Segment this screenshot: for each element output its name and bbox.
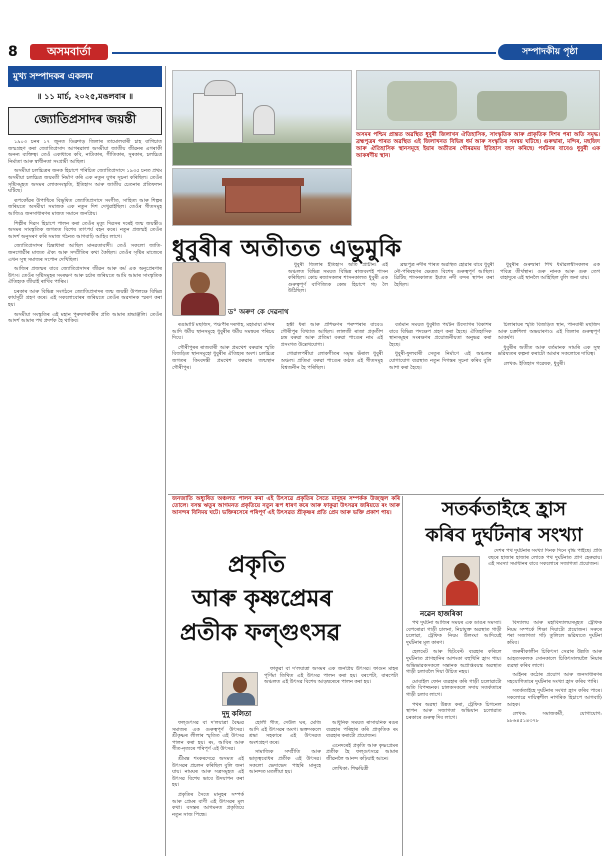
paragraph: দেশৰ পথ দুৰ্ঘটনাৰ সংখ্যা দিনক দিনে বৃদ্ধি পাইছে। প্ৰতি বছৰে হাজাৰ হাজাৰ লোকে পথ দুৰ্ঘটনাত প্ৰাণ হেৰুৱায়। এই সমস্যা সমাধানৰ বাবে সকলোৰে সজাগতা প্ৰয়োজন। bbox=[488, 548, 602, 568]
paragraph: গোৱালপৰীয়া লোকগীতৰ সমৃদ্ধ ভঁৰাল ধুবুৰী অঞ্চল। প্ৰতিমা বৰুৱা পাণ্ডেৰ কণ্ঠত এই গীতসমূহ বিশ্বজনীন হৈ পৰিছিল। bbox=[280, 351, 383, 371]
author-name: নৱেন হাজৰিকা bbox=[420, 610, 463, 618]
headline-line: প্ৰতীক ফল্গুৎসৱ bbox=[180, 619, 341, 646]
column-divider bbox=[402, 496, 403, 856]
paragraph: চৰকাৰ আৰু বিভিন্ন সংগঠনে জ্যোতিপ্ৰসাদৰ জন্ম জয়ন্তী উপলক্ষে বিভিন্ন কাৰ্যসূচী গ্ৰহণ কৰে। এই সকলোবোৰৰ জৰিয়তে তেওঁৰ অৱদানক স্মৰণ কৰা হয়। bbox=[8, 288, 162, 309]
paragraph: শ্ৰীমন্ত শংকৰদেৱে অসমত এই উৎসৱৰ প্ৰচলন কৰিছিল বুলি জনা যায়। নামঘৰ আৰু সত্ৰসমূহত এই উৎসৱ বিশেষ ভাবে উদযাপন কৰা হয়। bbox=[172, 755, 244, 789]
paragraph: ধুবুৰী জিলাৰ ইতিহাস অতি প্ৰাচীন। এই অঞ্চলত বিভিন্ন সময়ত বিভিন্ন ৰাজবংশই শাসন কৰিছিল। কোচ ৰজাসকলৰ শাসনকালত ধুবুৰী এক গুৰুত্বপূৰ্ণ বাণিজ্যিক কেন্দ্ৰ হিচাপে গঢ় লৈ উঠিছিল। bbox=[288, 262, 388, 295]
masthead bbox=[8, 44, 602, 60]
paragraph: সতৰ্কতাইহে দুৰ্ঘটনাৰ সংখ্যা হ্ৰাস কৰিব পাৰে। সকলোৱে দায়িত্বশীল নাগৰিক হিচাপে আগবাঢ়ি আহক। bbox=[506, 688, 602, 708]
headline-line: সতৰ্কতাইহে হ্ৰাস bbox=[441, 498, 567, 520]
article-lead: অসমৰ পশ্চিম প্ৰান্তত অৱস্থিত ধুবুৰী জিলাখন ঐতিহাসিক, সাংস্কৃতিক আৰু প্ৰাকৃতিক দিশৰ পৰা অতি সমৃদ্ধ। ব্ৰহ্মপুত্ৰৰ পাৰত অৱস্থিত এই জিলাখনত বিভিন্ন ধৰ্ম আৰু সংস্কৃতিৰ সমন্বয় ঘটিছে। গুৰুদ্বাৰা, মন্দিৰ, মছজিদ আৰু ঐতিহাসিক স্থানসমূহে ইয়াৰ অতীতৰ গৌৰৱময় ইতিহাস বহন কৰিছে। পৰ্যটনৰ বাবেও ধুবুৰী এক আকৰ্ষণীয় স্থান। bbox=[356, 132, 600, 159]
section-divider bbox=[168, 494, 604, 495]
article-headline: ধুবুৰীৰ অতীতত এভুমুকি bbox=[172, 235, 402, 262]
article-body-upper bbox=[288, 262, 600, 324]
paragraph: আধুনিক সময়ত ৰাসায়নিক ৰঙৰ ব্যৱহাৰ পৰিহাৰ কৰি প্ৰাকৃতিক ৰং ব্যৱহাৰ কৰাটো প্ৰয়োজন। bbox=[326, 720, 398, 740]
section-tag: সম্পাদকীয় পৃষ্ঠা bbox=[498, 44, 602, 60]
author-name: ড° অৰুণ কে দেৱনাথ bbox=[228, 308, 289, 316]
paragraph: চিলাৰায়ৰ স্মৃতি বিজড়িত স্থান, পানবাৰী মছজিদ আৰু চক্ৰশিলা অভয়াৰণ্যও এই জিলাৰ গুৰুত্বপূৰ্ণ আকৰ্ষণ। bbox=[497, 322, 600, 342]
paragraph: বিদ্যালয় আৰু মহাবিদ্যালয়সমূহত ট্ৰেফিক নিয়ম সম্পৰ্কে শিক্ষা দিয়াটো প্ৰয়োজন। সৰুৰে পৰা সজাগতা গঢ়ি তুলিলে ভৱিষ্যতে দুৰ্ঘটনা কমিব। bbox=[506, 620, 602, 646]
paragraph: ফল্গুৎসৱ বা দ'লযাত্ৰা বৈষ্ণৱ সমাজৰ এক গুৰুত্বপূৰ্ণ উৎসৱ। শ্ৰীকৃষ্ণৰ লীলাৰ স্মৃতিত এই উৎসৱ পালন কৰা হয়। ৰং, আবিৰ আৰু গীত-নৃত্যৰে পৰিপূৰ্ণ এই উৎসৱ। bbox=[172, 720, 244, 753]
paragraph: হস্তী ধৰা আৰু প্ৰশিক্ষণৰ পৰম্পৰাৰ বাবেও গৌৰীপুৰ বিখ্যাত আছিল। লালজী ৰাজা প্ৰকৃতীশ চন্দ্ৰ বৰুৱা আৰু প্ৰতিমা বৰুৱা পাণ্ডেৰ নাম এই প্ৰসংগত উল্লেখযোগ্য। bbox=[280, 322, 383, 348]
paragraph: আইনৰ কঠোৰ প্ৰয়োগ আৰু জনসাধাৰণৰ সহযোগিতাৰে দুৰ্ঘটনাৰ সংখ্যা হ্ৰাস কৰিব পাৰি। bbox=[506, 672, 602, 685]
paragraph: লেখিকা: শিক্ষয়িত্ৰী bbox=[332, 765, 369, 772]
author-photo bbox=[442, 556, 480, 606]
brand-logo: অসমবার্তা bbox=[30, 44, 108, 60]
paragraph: ফাকুৱা বা দ'লযাত্ৰা অসমৰ এক জনপ্ৰিয় উৎসৱ। ফাগুন মাহৰ পূৰ্ণিমা তিথিত এই উৎসৱ পালন কৰা হয়। বৰপেটা, বাৰপেটা অঞ্চলত এই উৎসৱ বিশেষ আড়ম্বৰেৰে পালন কৰা হয়। bbox=[264, 666, 398, 686]
paragraph: ধুবুৰীৰ গুৰুদ্বাৰা শিখ ধৰ্মাৱলম্বীসকলৰ এক পবিত্ৰ তীৰ্থস্থান। গুৰু নানক আৰু গুৰু তেগ বাহাদুৰে এই স্থানলৈ আহিছিল বুলি জনা যায়। bbox=[500, 262, 600, 282]
paragraph: হেলমেট আৰু ছিটবেল্ট ব্যৱহাৰ কৰিলে দুৰ্ঘটনাত প্ৰাণহানিৰ আশংকা বহুখিনি হ্ৰাস পায়। অভিভাৱকসকলে সন্তানক অপ্ৰাপ্তবয়স্ক অৱস্থাত গাড়ী চলাবলৈ দিয়া উচিত নহয়। bbox=[406, 649, 502, 676]
paragraph: জ্যোতিপ্ৰসাদৰ চিন্তাধাৰা আছিল মানৱতাবাদী। তেওঁ সকলো জাতি-জনগোষ্ঠীৰ মাজত ঐক্য আৰু সম্প্ৰীতিৰ কথা কৈছিল। তেওঁৰ সৃষ্টিৰ মাজেৰে এখন সুস্থ সমাজৰ সপোন দেখিছিল। bbox=[8, 243, 162, 263]
paragraph: লেখক: ইতিহাস গৱেষক, ধুবুৰী। bbox=[503, 360, 566, 367]
editorial-body bbox=[8, 139, 162, 325]
paragraph: পথ দুৰ্ঘটনা আজিৰ সময়ৰ এক ডাঙৰ সমস্যা। বেপৰোৱা গাড়ী চালনা, নিচাযুক্ত অৱস্থাত গাড়ী চলোৱা, ট্ৰেফিক নিয়ম উলংঘা আদিয়েই দুৰ্ঘটনাৰ মূল কাৰণ। bbox=[406, 620, 502, 646]
paragraph: পথৰ অৱস্থা উন্নত কৰা, ট্ৰেফিক চিগনেল স্থাপন আৰু সজাগতা অভিযান চলোৱাত চৰকাৰে গুৰুত্ব দিব লাগে। bbox=[406, 701, 502, 721]
paragraph: জৰুৰীকালীন চিকিৎসা সেৱাৰ উন্নতি আৰু আহতসকলক সোনকালে চিকিৎসালয়লৈ নিয়াৰ ব্যৱস্থা কৰিব লাগে। bbox=[506, 649, 602, 669]
article-body bbox=[172, 720, 398, 856]
paragraph: গৌৰীপুৰৰ ৰাজবাৰী আৰু প্ৰমথেশ বৰুৱাৰ স্মৃতি বিজড়িত স্থানসমূহো ধুবুৰীৰ ঐতিহ্যৰ অংশ। চলচ্চিত্ৰ জগতৰ কিংবদন্তী প্ৰমথেশ বৰুৱাৰ জন্মস্থান গৌৰীপুৰ। bbox=[172, 344, 275, 371]
paragraph: প্ৰকৃতিৰ সৈতে মানুহৰ সম্পৰ্ক আৰু প্ৰেমৰ বাণী এই উৎসৱৰ মূল কথা। বসন্তৰ আগমনত প্ৰকৃতিয়ে নতুন সাজ পিন্ধে। bbox=[172, 791, 244, 818]
editorial-header: মুখ্য সম্পাদকৰ একলম bbox=[8, 66, 162, 87]
author-photo bbox=[222, 672, 258, 706]
article-side-text bbox=[264, 666, 398, 718]
paragraph: ব্ৰহ্মপুত্ৰ নদীৰ পাৰত অৱস্থিত হোৱাৰ বাবে ধুবুৰী নৌ-পৰিবহণৰ ক্ষেত্ৰত বিশেষ গুৰুত্বপূৰ্ণ আছিল। ব্ৰিটিছ শাসনকালত ইয়াত নদী বন্দৰ স্থাপন কৰা হৈছিল। bbox=[394, 262, 494, 288]
paragraph: অসমীয়া সংস্কৃতিৰ এই মহান পুৰুষগৰাকীৰ প্ৰতি আমাৰ শ্ৰদ্ধাঞ্জলি। তেওঁৰ আদৰ্শ আমাৰ পথ প্ৰদৰ্শক হৈ থাকিব। bbox=[8, 311, 162, 325]
paragraph: ধুবুৰীৰ অতীত আৰু বৰ্তমানক সামৰি এক সুস্থ ভৱিষ্যতৰ কল্পনা কৰাটো আমাৰ সকলোৰে দায়িত্ব। bbox=[497, 344, 600, 358]
editorial-column bbox=[8, 66, 162, 856]
article-dhubri bbox=[168, 66, 604, 496]
paragraph: সামাজিক সম্প্ৰীতি আৰু ভাতৃত্ববোধৰ প্ৰতীক এই উৎসৱ। সকলো ভেদাভেদ পাহৰি মানুহে আনন্দত মতলীয়া হয়। bbox=[249, 749, 321, 776]
column-divider bbox=[165, 66, 166, 856]
author-name: দুদু কলিতা bbox=[222, 710, 252, 718]
headline-line: আৰু কৃষ্ণপ্ৰেমৰ bbox=[192, 585, 333, 612]
paragraph: ১৯০৩ চনৰ ১৭ জুনত ডিব্ৰুগড় জিলাৰ তামোলবাৰী চাহ বাগিচাত জন্মগ্ৰহণ কৰা জ্যোতিপ্ৰসাদ আগৰৱালা অসমীয়া জাতীয় জীৱনৰ এগৰাকী অনন্য ব্যক্তিত্ব। তেওঁ একাধাৰে কবি, নাট্যকাৰ, গীতিকাৰ, সুৰকাৰ, চলচ্চিত্ৰ নিৰ্মাতা আৰু স্বাধীনতা সংগ্ৰামী আছিল। bbox=[8, 139, 162, 165]
paragraph: এনেদৰেই প্ৰকৃতি আৰু কৃষ্ণপ্ৰেমৰ প্ৰতীক হৈ ফল্গুৎসৱে আমাৰ জীৱনলৈ আনন্দ কঢ়িয়াই আনে। bbox=[326, 742, 398, 762]
article-side-text bbox=[488, 548, 602, 618]
article-body bbox=[406, 620, 602, 856]
headline-line: প্ৰকৃতি bbox=[228, 551, 286, 578]
paragraph: বৰ্তমান সময়ত ধুবুৰীত পৰ্যটন উদ্যোগৰ বিকাশৰ বাবে বিভিন্ন পদক্ষেপ গ্ৰহণ কৰা হৈছে। ঐতিহাসিক স্থানসমূহৰ সংৰক্ষণৰ প্ৰয়োজনীয়তা অনুভৱ কৰা হৈছে। bbox=[389, 322, 492, 348]
gurudwara-photo bbox=[172, 70, 352, 166]
festival-intro: জনজাতি অধ্যুষিত অঞ্চলত পালন কৰা এই উৎসৱে প্ৰকৃতিৰ সৈতে মানুহৰ সম্পৰ্কক উজ্জ্বল কৰি তোলে। বসন্ত ঋতুৰ আগমনত প্ৰকৃতিয়ে নতুন ৰূপ ধাৰণ কৰে আৰু ফাকুৱা উৎসৱৰ জৰিয়তে ৰং আৰু আনন্দৰ বিনিময় ঘটে। ভক্তিৰসেৰে পৰিপূৰ্ণ এই উৎসৱত শ্ৰীকৃষ্ণৰ প্ৰতি প্ৰেম আৰু ভক্তি প্ৰকাশ পায়। bbox=[172, 496, 400, 516]
editorial-date: ॥ ১১ মার্চ, ২০২৫,মঙলবাৰ ॥ bbox=[36, 92, 134, 101]
page-number: 8 bbox=[8, 44, 18, 60]
editorial-title: জ্যোতিপ্ৰসাদৰ জয়ন্তী bbox=[8, 107, 162, 135]
paragraph: ৰঙামাটি মছজিদ, পঞ্চপীৰ দৰগাহ, মহামায়া মন্দিৰ আদি ধৰ্মীয় স্থানসমূহে ধুবুৰীৰ ধৰ্মীয় সমন্বয়ৰ পৰিচয় দিয়ে। bbox=[172, 322, 275, 342]
paragraph: আজিৰ প্ৰজন্মৰ বাবে জ্যোতিপ্ৰসাদৰ জীৱন আৰু কৰ্ম এক অনুপ্ৰেৰণাৰ উৎস। তেওঁৰ সৃষ্টিসমূহৰ সংৰক্ষণ আৰু চৰ্চাৰ জৰিয়তে আমি আমাৰ সাংস্কৃতিক ঐতিহ্যক জীয়াই ৰাখিব পাৰিম। bbox=[8, 266, 162, 286]
paragraph: অসমীয়া চলচ্চিত্ৰৰ জনক হিচাপে পৰিচিত জ্যোতিপ্ৰসাদে ১৯৩৫ চনত প্ৰথম অসমীয়া চলচ্চিত্ৰ জয়মতী নিৰ্মাণ কৰি এক নতুন যুগৰ সূচনা কৰিছিল। তেওঁৰ সৃষ্টিসমূহত অসমৰ লোকসংস্কৃতি, ইতিহাস আৰু জাতীয় চেতনাৰ প্ৰতিফলন ঘটিছে। bbox=[8, 168, 162, 195]
author-photo bbox=[172, 262, 226, 316]
paragraph: লেখক: সমাজকৰ্মী, যোগাযোগ: ৯৮৬৪৫১৪৩৭৮ bbox=[506, 711, 602, 724]
article-headline bbox=[172, 548, 400, 650]
heritage-building-photo bbox=[172, 168, 352, 226]
paragraph: মোবাইল ফোন ব্যৱহাৰ কৰি গাড়ী চলোৱাটো অতি বিপজ্জনক। চালকসকলে সদায় সতৰ্কতাৰে গাড়ী চলাব লাগে। bbox=[406, 678, 502, 698]
paragraph: ধুবুৰী-ফুলবাৰী সেতুৰ নিৰ্মাণে এই অঞ্চলৰ যোগাযোগ ব্যৱস্থাত নতুন দিগন্তৰ সূচনা কৰিব বুলি আশা কৰা হৈছে। bbox=[389, 351, 492, 371]
paragraph: শিল্পীৰ দিৱস হিচাপে পালন কৰা তেওঁৰ মৃত্যু দিৱসৰ দৰেই জন্ম জয়ন্তীও অসমৰ সাংস্কৃতিক জগতত বিশেষ তাৎপৰ্য বহন কৰে। নতুন প্ৰজন্মই তেওঁৰ আদৰ্শ অনুসৰণ কৰি সমাজ গঠনত আগবাঢ়ি আহিব লাগে। bbox=[8, 220, 162, 240]
article-body bbox=[172, 322, 600, 492]
paragraph: ৰূপকোঁৱৰ উপাধিৰে বিভূষিত জ্যোতিপ্ৰসাদে সংগীত, সাহিত্য আৰু শিল্পৰ জৰিয়তে অসমীয়া সমাজক এক নতুন দিশ দেখুৱাইছিল। তেওঁৰ গীতসমূহ আজিও জনসাধাৰণৰ মাজত সমানে জনপ্ৰিয়। bbox=[8, 197, 162, 217]
masthead-rule bbox=[112, 52, 496, 54]
paragraph: হোলী গীত, দেউল ঘৰ, মেজি আদি এই উৎসৱৰ অংগ। ভক্তসকলে শ্ৰদ্ধা সহকাৰে এই উৎসৱত অংশগ্ৰহণ কৰে। bbox=[249, 720, 321, 746]
article-headline bbox=[406, 496, 602, 548]
landscape-photo bbox=[356, 70, 600, 130]
headline-line: কৰিব দুৰ্ঘটনাৰ সংখ্যা bbox=[425, 524, 583, 546]
